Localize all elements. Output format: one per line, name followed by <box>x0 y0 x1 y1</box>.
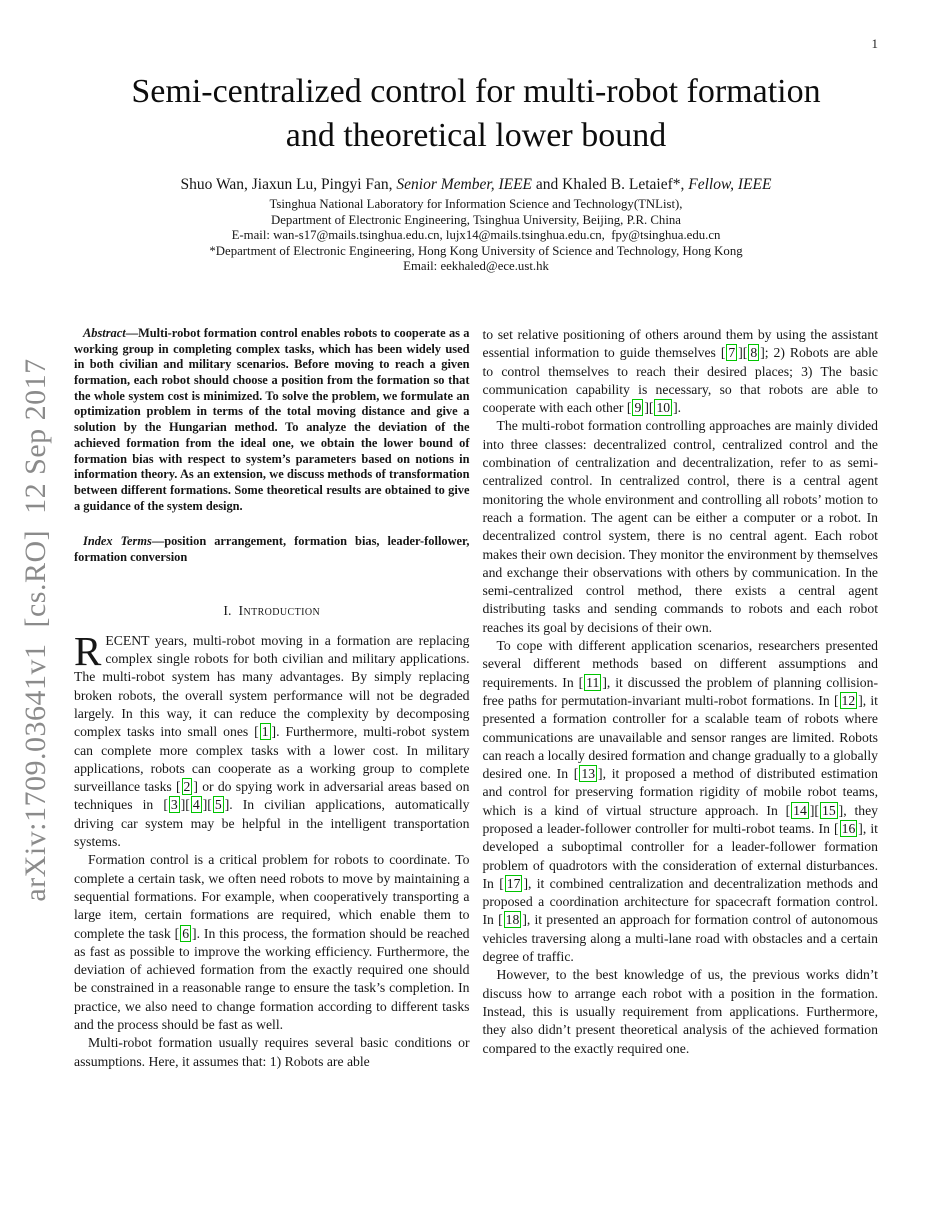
citation-link[interactable]: 14 <box>793 802 807 818</box>
citation-link[interactable]: 10 <box>656 400 671 416</box>
affiliation-line: Department of Electronic Engineering, Tsinghua University, Beijing, P.R. China <box>271 212 681 227</box>
citation-link[interactable]: 9 <box>634 400 642 416</box>
paper-title-line1: Semi-centralized control for multi-robot formation <box>131 73 821 110</box>
citation-link[interactable]: 15 <box>821 802 836 818</box>
intro-paragraph-4: The multi-robot formation controlling approaches are mainly divided into three classes: decentralized control, centralized control and the combination of centralization and decentralization, refer to as semi-centralized control. In centralized control, there is a central agent monitoring the whole environment and controlling all robots’ motion to reach a formation. The agent can be either a computer or a robot. In decentralized control system, there is no central agent. Each robot makes their own decision. They monitor the environment by themselves and exchange their observations with others by communication. In the semi-centralized control method, there exists a central agent distributing tasks and sending commands to robots and each robot reaches its goal by decisions of their own. <box>482 418 878 635</box>
intro-paragraph-2: Formation control is a critical problem for robots to coordinate. To complete a certain task, we often need robots to move by maintaining a sequential formations. For example, when cooperatively transporting a large item, certain formations are required, which enable them to complete the task [ 6 ]. In this process, the formation should be reached as fast as possible to improve the working efficiency. Furthermore, the deviation of achieved formation from the exactly required one should be constrained in a reasonable range to ensure the task’s completion. In practice, we also need to change formation according to different tasks and the process should be fast as well. <box>74 852 470 1033</box>
citation-link[interactable]: 8 <box>750 345 758 361</box>
citation-link[interactable]: 1 <box>261 724 269 740</box>
paper-title <box>0 70 952 158</box>
paper-title-line2: and theoretical lower bound <box>285 117 667 154</box>
citation-link[interactable]: 12 <box>841 692 856 708</box>
arxiv-watermark: arXiv:1709.03641v1 [cs.RO] 12 Sep 2017 <box>19 358 52 902</box>
intro-paragraph-6: However, to the best knowledge of us, the previous works didn’t discuss how to arrange each robot with a position in the formation. Instead, this is usually requirement from applications. Furthermore, they also didn’t present theoretical analysis of the achieved formation compared to the exactly required one. <box>482 967 878 1056</box>
paper-header <box>0 0 952 275</box>
citation-link[interactable]: 4 <box>192 797 200 813</box>
author-names: Shuo Wan, Jiaxun Lu, Pingyi Fan, <box>180 176 397 193</box>
left-column <box>74 326 470 1071</box>
affiliation-email-line: E-mail: wan-s17@mails.tsinghua.edu.cn, lujx14@mails.tsinghua.edu.cn, fpy@tsinghua.edu.cn <box>231 228 721 243</box>
section-title: Introduction <box>238 602 321 618</box>
intro-paragraph-5: To cope with different application scenarios, researchers presented several different methods based on different assumptions and requirements. In [ 11 ], it discussed the problem of planning collision-free paths for permutation-invariant multi-robot formations. In [ 12 ], it presented a formation controller for a scalable team of robots where communications are unavailable and sensor ranges are limited. Robots can reach a locally desired formation and change gradually to a globally desired one. In [ 13 ], it proposed a method of distributed estimation and control for preserving formation rigidity of mobile robot teams, which is a kind of virtual structure approach. In [ 14 ][ 15 ], they proposed a leader-follower controller for multi-robot teams. In [ 16 ], it developed a suboptimal controller for a leader-follower formation problem of quadrotors with the consideration of external disturbances. In [ 17 ], it combined centralization and decentralization methods and proposed a coordination architecture for spacecraft formation control. In [ 18 ], it presented an approach for formation control of autonomous vehicles traversing along a multi-lane road with obstacles and a certain degree of traffic. <box>482 638 879 965</box>
citation-link[interactable]: 11 <box>586 674 600 690</box>
citation-link[interactable]: 3 <box>170 797 178 813</box>
section-heading-introduction <box>74 603 470 619</box>
citation-link[interactable]: 7 <box>728 345 736 361</box>
citation-link[interactable]: 16 <box>841 820 856 836</box>
citation-link[interactable]: 18 <box>505 912 520 928</box>
intro-paragraph-1 <box>74 627 470 852</box>
author-role: Fellow, IEEE <box>688 176 772 193</box>
intro-paragraph-3: Multi-robot formation usually requires several basic conditions or assumptions. Here, it assumes that: 1) Robots are able <box>74 1035 470 1069</box>
affiliation-email-line: Email: eekhaled@ece.ust.hk <box>403 259 549 274</box>
dropcap-letter: R <box>74 627 102 674</box>
author-role: Senior Member, IEEE <box>396 176 533 193</box>
page-number: 1 <box>871 36 878 51</box>
citation-link[interactable]: 2 <box>183 779 191 795</box>
affiliation-line: *Department of Electronic Engineering, Hong Kong University of Science and Technology, Hong Kong <box>209 243 743 258</box>
intro-paragraph-3-continued: to set relative positioning of others around them by using the assistant essential information to guide themselves [ 7 ][ 8 ]; 2) Robots are able to control themselves to reach their desired places; 3) The basic communication capability is necessary, so that robots are able to cooperate with each other [ 9 ][ 10 ]. <box>482 326 878 416</box>
abstract-label: Abstract <box>83 325 126 340</box>
two-column-body <box>0 326 952 1071</box>
author-line <box>0 176 952 194</box>
affiliation-line: Tsinghua National Laboratory for Information Science and Technology(TNList), <box>269 197 683 211</box>
right-column <box>483 326 879 1071</box>
citation-link[interactable]: 5 <box>214 797 222 813</box>
section-number: I. <box>223 602 232 618</box>
abstract-text: —Multi-robot formation control enables robots to cooperate as a working group in completing complex tasks, which has been widely used in both civilian and military scenarios. Before moving to reach a given formation, each robot should choose a position from the formation so that the whole system cost is minimized. To solve the problem, we formulate an optimization problem in terms of the total moving distance and give a solution by the Hungarian method. To analyze the deviation of the achieved formation from the ideal one, we obtain the lower bound of formation bias with respect to system’s parameters based on notions in information theory. As an extension, we discuss methods of transformation between different formations. Some theoretical results are obtained to give a guidance of the system design. <box>74 325 470 513</box>
author-names: and Khaled B. Letaief*, <box>532 176 689 193</box>
index-terms-text: —position arrangement, formation bias, leader-follower, formation conversion <box>74 534 470 565</box>
citation-link[interactable]: 13 <box>581 766 596 782</box>
intro-paragraph-1-text: ECENT years, multi-robot moving in a formation are replacing complex single robots for both civilian and military applications. The multi-robot system has many advantages. By simply replacing broken robots, the overall system performance will not be degraded largely. In this way, it can reduce the complexity by decomposing complex tasks into small ones [ 1 ]. Furthermore, multi-robot system can complete more complex tasks with a lower cost. In military applications, robots can cooperate as a working group to complete surveillance tasks [ 2 ] or do spying work in adversarial areas based on techniques in [ 3 ][ 4 ][ 5 ]. In civilian applications, automatically driving car system may be helpful in the intelligent transportation systems. <box>74 632 470 850</box>
citation-link[interactable]: 6 <box>182 925 190 941</box>
abstract <box>74 326 470 514</box>
affiliation-block <box>0 197 952 275</box>
index-terms-label: Index Terms <box>83 534 152 549</box>
index-terms <box>74 534 470 565</box>
citation-link[interactable]: 17 <box>506 875 521 891</box>
